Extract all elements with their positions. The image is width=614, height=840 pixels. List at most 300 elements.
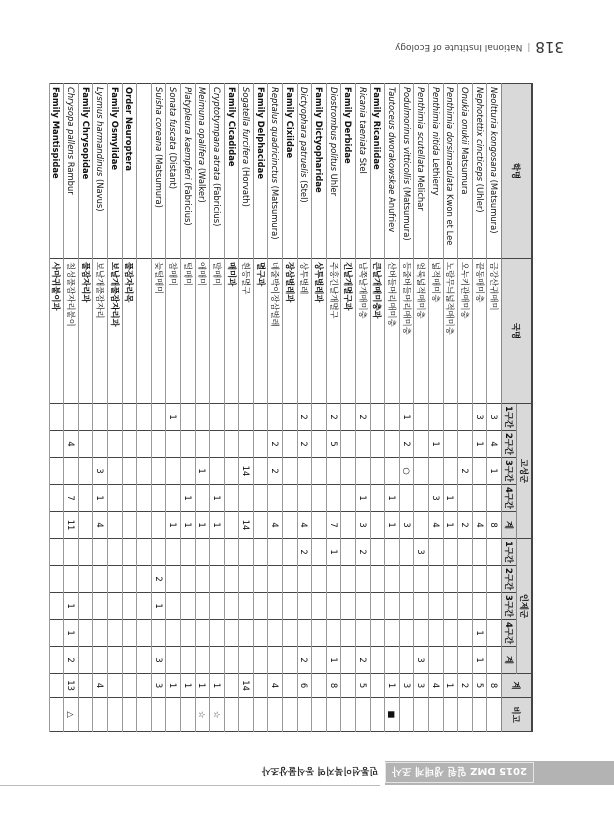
korean-name: 상투벌레과 (312, 259, 327, 404)
count-note (107, 698, 122, 732)
author-name: Matsumura (460, 144, 471, 195)
count-inje-subtotal (341, 647, 356, 674)
count-goseong-s1 (224, 404, 239, 431)
count-goseong-s4: 3 (429, 485, 444, 512)
count-inje-s3 (385, 593, 400, 620)
korean-name: 참매미 (166, 259, 181, 404)
scientific-name-cell (151, 84, 166, 259)
count-goseong-subtotal (49, 512, 64, 539)
count-goseong-s3 (370, 458, 385, 485)
scientific-name: Family Chrysopidae (80, 87, 91, 180)
count-goseong-s2 (385, 431, 400, 458)
count-inje-s4 (253, 620, 268, 647)
count-inje-s4 (283, 620, 298, 647)
count-note (180, 698, 195, 732)
count-inje-s4 (137, 620, 152, 647)
footer-series-title: 2015 DMZ 일원 생태계 조사 (385, 762, 534, 783)
count-total: 14 (239, 674, 254, 698)
count-inje-s4 (370, 620, 385, 647)
count-inje-s4 (180, 620, 195, 647)
count-goseong-s4 (122, 485, 137, 512)
count-goseong-s2: 4 (487, 431, 502, 458)
count-goseong-s2 (443, 431, 458, 458)
count-goseong-subtotal: 4 (268, 512, 283, 539)
count-goseong-s3 (151, 458, 166, 485)
header-goseong-section-3: 3구간 (502, 458, 517, 485)
count-inje-s4 (487, 620, 502, 647)
count-goseong-s1 (283, 404, 298, 431)
count-goseong-s4: 7 (64, 485, 79, 512)
count-goseong-subtotal: 4 (93, 512, 108, 539)
count-inje-s4 (399, 620, 414, 647)
count-inje-subtotal (253, 647, 268, 674)
scientific-name-cell (443, 84, 458, 259)
count-goseong-s4 (326, 485, 341, 512)
count-note: △ (64, 698, 79, 732)
korean-name: 노랑무늬넓적매미충 (443, 259, 458, 404)
scientific-name-cell (487, 84, 502, 259)
count-note (239, 698, 254, 732)
count-inje-s1 (370, 539, 385, 566)
scientific-name: Platypleura kaempferi (182, 87, 193, 180)
count-goseong-s2 (122, 431, 137, 458)
count-inje-s1: 2 (297, 539, 312, 566)
count-note (312, 698, 327, 732)
count-note (166, 698, 181, 732)
count-total (78, 674, 93, 698)
page-number: 318 (535, 38, 564, 56)
count-inje-s2 (356, 566, 371, 593)
count-goseong-s1 (151, 404, 166, 431)
korean-name: 산버들머리매미충 (385, 259, 400, 404)
count-inje-s2 (253, 566, 268, 593)
table-row (166, 84, 181, 732)
count-inje-s3 (414, 593, 429, 620)
scientific-name: Neoltturia kongosana (489, 87, 500, 177)
count-total: 4 (268, 674, 283, 698)
count-inje-s2 (399, 566, 414, 593)
count-goseong-s1: 3 (472, 404, 487, 431)
count-inje-subtotal (443, 647, 458, 674)
scientific-name-cell (429, 84, 444, 259)
footer-divider (0, 785, 380, 786)
count-inje-s4 (49, 620, 64, 647)
count-goseong-s2 (414, 431, 429, 458)
count-goseong-s3 (414, 458, 429, 485)
count-inje-s4 (93, 620, 108, 647)
count-goseong-s2: 2 (268, 431, 283, 458)
scientific-name: Suisha coreana (153, 87, 164, 152)
count-inje-s4 (458, 620, 473, 647)
scientific-name-cell (195, 84, 210, 259)
count-inje-subtotal (487, 647, 502, 674)
count-inje-s1 (210, 539, 225, 566)
count-inje-subtotal (312, 647, 327, 674)
count-inje-s2 (239, 566, 254, 593)
count-inje-s4 (239, 620, 254, 647)
count-goseong-subtotal (414, 512, 429, 539)
scientific-name: Penthimia dorsimaculata (445, 87, 456, 192)
count-goseong-s2: 4 (64, 431, 79, 458)
count-goseong-subtotal: 1 (180, 512, 195, 539)
count-note: ☆ (210, 698, 225, 732)
scientific-name: Reptalus quadricinctus (270, 87, 281, 184)
author-name: (Stel) (299, 177, 310, 203)
author-name: Stel (357, 155, 368, 174)
count-goseong-s1: 1 (399, 404, 414, 431)
taxon-group-row (78, 84, 93, 732)
count-goseong-s4: 1 (210, 485, 225, 512)
count-inje-subtotal (283, 647, 298, 674)
count-note (268, 698, 283, 732)
count-goseong-s3 (297, 458, 312, 485)
count-goseong-s4: 1 (356, 485, 371, 512)
scientific-name: Family Derbidae (343, 87, 354, 164)
count-inje-s1 (253, 539, 268, 566)
count-inje-s3 (137, 593, 152, 620)
scientific-name: Meimuna opalifera (197, 87, 208, 166)
table-row (137, 84, 152, 732)
table-row (399, 84, 414, 732)
scientific-name: Sogatella furcifera (241, 87, 252, 165)
korean-name: 넓적매미충 (429, 259, 444, 404)
korean-name: 풀잠자리과 (78, 259, 93, 404)
scientific-name-cell (370, 84, 385, 259)
count-inje-s2 (297, 566, 312, 593)
author-name: Anufriev (387, 194, 398, 233)
count-inje-s3 (399, 593, 414, 620)
count-goseong-s3 (472, 458, 487, 485)
table-row (356, 84, 371, 732)
count-goseong-s1: 3 (487, 404, 502, 431)
table-row (93, 84, 108, 732)
author-name: Uhler (328, 170, 339, 197)
count-inje-s2 (268, 566, 283, 593)
count-goseong-subtotal: 1 (195, 512, 210, 539)
scientific-name: Ricania taeniata (357, 87, 368, 156)
count-inje-s4 (414, 620, 429, 647)
author-name: (Fabricius) (182, 179, 193, 226)
korean-name: 남쪽날개매미충 (356, 259, 371, 404)
count-goseong-s4 (414, 485, 429, 512)
scientific-name: Dictyophara patruelis (299, 87, 310, 178)
count-inje-s4 (312, 620, 327, 647)
count-total (341, 674, 356, 698)
count-inje-s1: 2 (356, 539, 371, 566)
count-goseong-s2 (151, 431, 166, 458)
scientific-name-cell (414, 84, 429, 259)
count-goseong-subtotal: 4 (472, 512, 487, 539)
korean-name: 금강산귀매미 (487, 259, 502, 404)
count-goseong-s4 (239, 485, 254, 512)
table-row (487, 84, 502, 732)
count-goseong-s3 (385, 458, 400, 485)
count-goseong-subtotal: 11 (64, 512, 79, 539)
count-note (341, 698, 356, 732)
count-total: 8 (326, 674, 341, 698)
count-inje-s1 (64, 539, 79, 566)
count-goseong-s1 (195, 404, 210, 431)
scientific-name: Lysmus harmandinus (95, 87, 106, 177)
count-goseong-s4 (487, 485, 502, 512)
count-inje-s1: 1 (326, 539, 341, 566)
count-inje-s2 (458, 566, 473, 593)
count-note (122, 698, 137, 732)
author-name: Lethierry (430, 155, 441, 196)
count-inje-s4 (195, 620, 210, 647)
count-inje-s3 (297, 593, 312, 620)
count-inje-s2 (443, 566, 458, 593)
count-goseong-s4 (137, 485, 152, 512)
author-name: (Matsumura) (270, 183, 281, 240)
header-goseong-subtotal: 계 (502, 512, 517, 539)
count-note (49, 698, 64, 732)
scientific-name-cell (458, 84, 473, 259)
taxon-group-row (312, 84, 327, 732)
count-total (107, 674, 122, 698)
count-goseong-s2 (210, 431, 225, 458)
count-goseong-s2 (341, 431, 356, 458)
count-goseong-subtotal: 1 (443, 512, 458, 539)
count-goseong-s1 (239, 404, 254, 431)
count-inje-s2 (64, 566, 79, 593)
scientific-name: Family Mantispidae (51, 87, 62, 179)
count-goseong-s1: 2 (326, 404, 341, 431)
scientific-name-cell (78, 84, 93, 259)
count-inje-s3 (341, 593, 356, 620)
count-goseong-s2: 2 (399, 431, 414, 458)
count-inje-s2 (107, 566, 122, 593)
header-goseong-section-2: 2구간 (502, 431, 517, 458)
count-total: 3 (151, 674, 166, 698)
count-goseong-s4 (312, 485, 327, 512)
count-note (326, 698, 341, 732)
count-goseong-s4 (253, 485, 268, 512)
table-row (297, 84, 312, 732)
korean-name: 보날개풀잠자리 (93, 259, 108, 404)
species-table-container (51, 83, 533, 731)
count-inje-s4 (341, 620, 356, 647)
count-note (472, 698, 487, 732)
count-goseong-s3 (64, 458, 79, 485)
count-inje-s2 (487, 566, 502, 593)
count-goseong-subtotal: 1 (385, 512, 400, 539)
korean-name: 늦털매미 (151, 259, 166, 404)
count-goseong-s2: 1 (429, 431, 444, 458)
count-inje-subtotal (180, 647, 195, 674)
count-goseong-s4 (268, 485, 283, 512)
korean-name: 말매미 (210, 259, 225, 404)
count-goseong-s4 (341, 485, 356, 512)
count-inje-s4 (385, 620, 400, 647)
count-goseong-subtotal (341, 512, 356, 539)
count-inje-s3 (78, 593, 93, 620)
count-goseong-s4: 1 (385, 485, 400, 512)
scientific-name-cell (341, 84, 356, 259)
count-inje-s3 (49, 593, 64, 620)
count-goseong-s3: 1 (487, 458, 502, 485)
korean-name (137, 259, 152, 404)
scientific-name-cell (356, 84, 371, 259)
count-goseong-s3: 2 (268, 458, 283, 485)
taxon-group-row (253, 84, 268, 732)
count-goseong-subtotal (122, 512, 137, 539)
count-inje-subtotal (137, 647, 152, 674)
scientific-name: Nephotettix cincticeps (474, 87, 485, 182)
count-inje-s4 (429, 620, 444, 647)
header-inje-section-1: 1구간 (502, 539, 517, 566)
count-goseong-s2 (180, 431, 195, 458)
count-goseong-s3: 1 (195, 458, 210, 485)
scientific-name-cell (137, 84, 152, 259)
scientific-name: Penthimia scutellata (416, 87, 427, 173)
count-goseong-s2 (458, 431, 473, 458)
author-name: (Walker) (197, 165, 208, 203)
count-goseong-s4 (78, 485, 93, 512)
count-inje-subtotal (195, 647, 210, 674)
footer-subtitle: 민통선이북지역 동식물상조사 (261, 765, 379, 776)
korean-name: 끝동매미충 (472, 259, 487, 404)
count-inje-s3 (487, 593, 502, 620)
scientific-name-cell (49, 84, 64, 259)
count-goseong-subtotal: 3 (356, 512, 371, 539)
count-inje-s4 (166, 620, 181, 647)
taxon-group-row (370, 84, 385, 732)
korean-name: 멸구과 (253, 259, 268, 404)
count-goseong-s2: 2 (297, 431, 312, 458)
count-goseong-s2 (239, 431, 254, 458)
count-inje-s3 (472, 593, 487, 620)
count-inje-s4: 1 (472, 620, 487, 647)
count-note (93, 698, 108, 732)
count-inje-subtotal: 1 (472, 647, 487, 674)
count-goseong-s1 (385, 404, 400, 431)
count-note (399, 698, 414, 732)
scientific-name-cell (399, 84, 414, 259)
count-goseong-s2 (137, 431, 152, 458)
count-goseong-s3: ○ (399, 458, 414, 485)
count-total (122, 674, 137, 698)
count-inje-subtotal (122, 647, 137, 674)
table-row (151, 84, 166, 732)
count-goseong-s2 (283, 431, 298, 458)
count-goseong-subtotal (224, 512, 239, 539)
scientific-name-cell (472, 84, 487, 259)
count-goseong-s3 (49, 458, 64, 485)
count-goseong-s1: 2 (356, 404, 371, 431)
count-goseong-s2 (49, 431, 64, 458)
scientific-name-cell (122, 84, 137, 259)
korean-name: 장삼벌레과 (283, 259, 298, 404)
scientific-name: Tautoceus dworakowskae (387, 87, 398, 195)
count-inje-subtotal: 2 (356, 647, 371, 674)
count-inje-subtotal (166, 647, 181, 674)
count-inje-s2 (224, 566, 239, 593)
count-note (370, 698, 385, 732)
header-inje-section-4: 4구간 (502, 620, 517, 647)
count-inje-subtotal: 3 (414, 647, 429, 674)
scientific-name: Penthimia nitida (430, 87, 441, 156)
count-total: 5 (356, 674, 371, 698)
count-inje-s4: 1 (64, 620, 79, 647)
count-note (78, 698, 93, 732)
count-total: 1 (443, 674, 458, 698)
scientific-name-cell (283, 84, 298, 259)
count-goseong-s1 (268, 404, 283, 431)
count-note (151, 698, 166, 732)
korean-name: 칠성풀잠자리붙이 (64, 259, 79, 404)
count-inje-subtotal: 3 (151, 647, 166, 674)
count-total: 6 (297, 674, 312, 698)
scientific-name-cell (297, 84, 312, 259)
scientific-name: Family Dictyopharidae (314, 87, 325, 193)
count-inje-s2 (283, 566, 298, 593)
count-goseong-subtotal (283, 512, 298, 539)
scientific-name-cell (312, 84, 327, 259)
count-goseong-subtotal: 8 (487, 512, 502, 539)
count-goseong-subtotal: 3 (399, 512, 414, 539)
scientific-name: Family Ricaniidae (372, 87, 383, 170)
scientific-name-cell (385, 84, 400, 259)
count-goseong-s3 (180, 458, 195, 485)
table-row (64, 84, 79, 732)
count-total (49, 674, 64, 698)
count-inje-s1 (180, 539, 195, 566)
count-inje-s3 (458, 593, 473, 620)
count-goseong-s1 (78, 404, 93, 431)
count-note (429, 698, 444, 732)
count-inje-s1 (93, 539, 108, 566)
table-row (443, 84, 458, 732)
count-inje-s1 (268, 539, 283, 566)
count-note (297, 698, 312, 732)
count-inje-subtotal (107, 647, 122, 674)
count-inje-s2 (414, 566, 429, 593)
count-inje-s2 (78, 566, 93, 593)
count-goseong-s3 (224, 458, 239, 485)
count-goseong-s1 (414, 404, 429, 431)
count-goseong-s2: 5 (326, 431, 341, 458)
count-total: 4 (93, 674, 108, 698)
scientific-name: Podulmorinus vitticollis (401, 87, 412, 185)
count-goseong-subtotal: 2 (458, 512, 473, 539)
count-inje-s1: 3 (414, 539, 429, 566)
count-goseong-s2 (356, 431, 371, 458)
taxon-group-row (122, 84, 137, 732)
table-row (429, 84, 444, 732)
count-inje-subtotal (239, 647, 254, 674)
count-goseong-s3 (283, 458, 298, 485)
institute-name: National Institute of Ecology (394, 42, 523, 52)
count-inje-subtotal (93, 647, 108, 674)
table-row (326, 84, 341, 732)
taxon-group-row (49, 84, 64, 732)
count-inje-s4 (326, 620, 341, 647)
count-inje-s3 (283, 593, 298, 620)
count-inje-s1 (385, 539, 400, 566)
count-goseong-s1: 1 (166, 404, 181, 431)
count-total: 4 (429, 674, 444, 698)
scientific-name: Family Cicadidae (226, 87, 237, 167)
table-row (472, 84, 487, 732)
count-note (443, 698, 458, 732)
count-goseong-s1 (312, 404, 327, 431)
count-inje-subtotal (385, 647, 400, 674)
count-inje-subtotal: 1 (326, 647, 341, 674)
count-inje-s1 (107, 539, 122, 566)
count-inje-s4 (443, 620, 458, 647)
count-inje-s3 (224, 593, 239, 620)
